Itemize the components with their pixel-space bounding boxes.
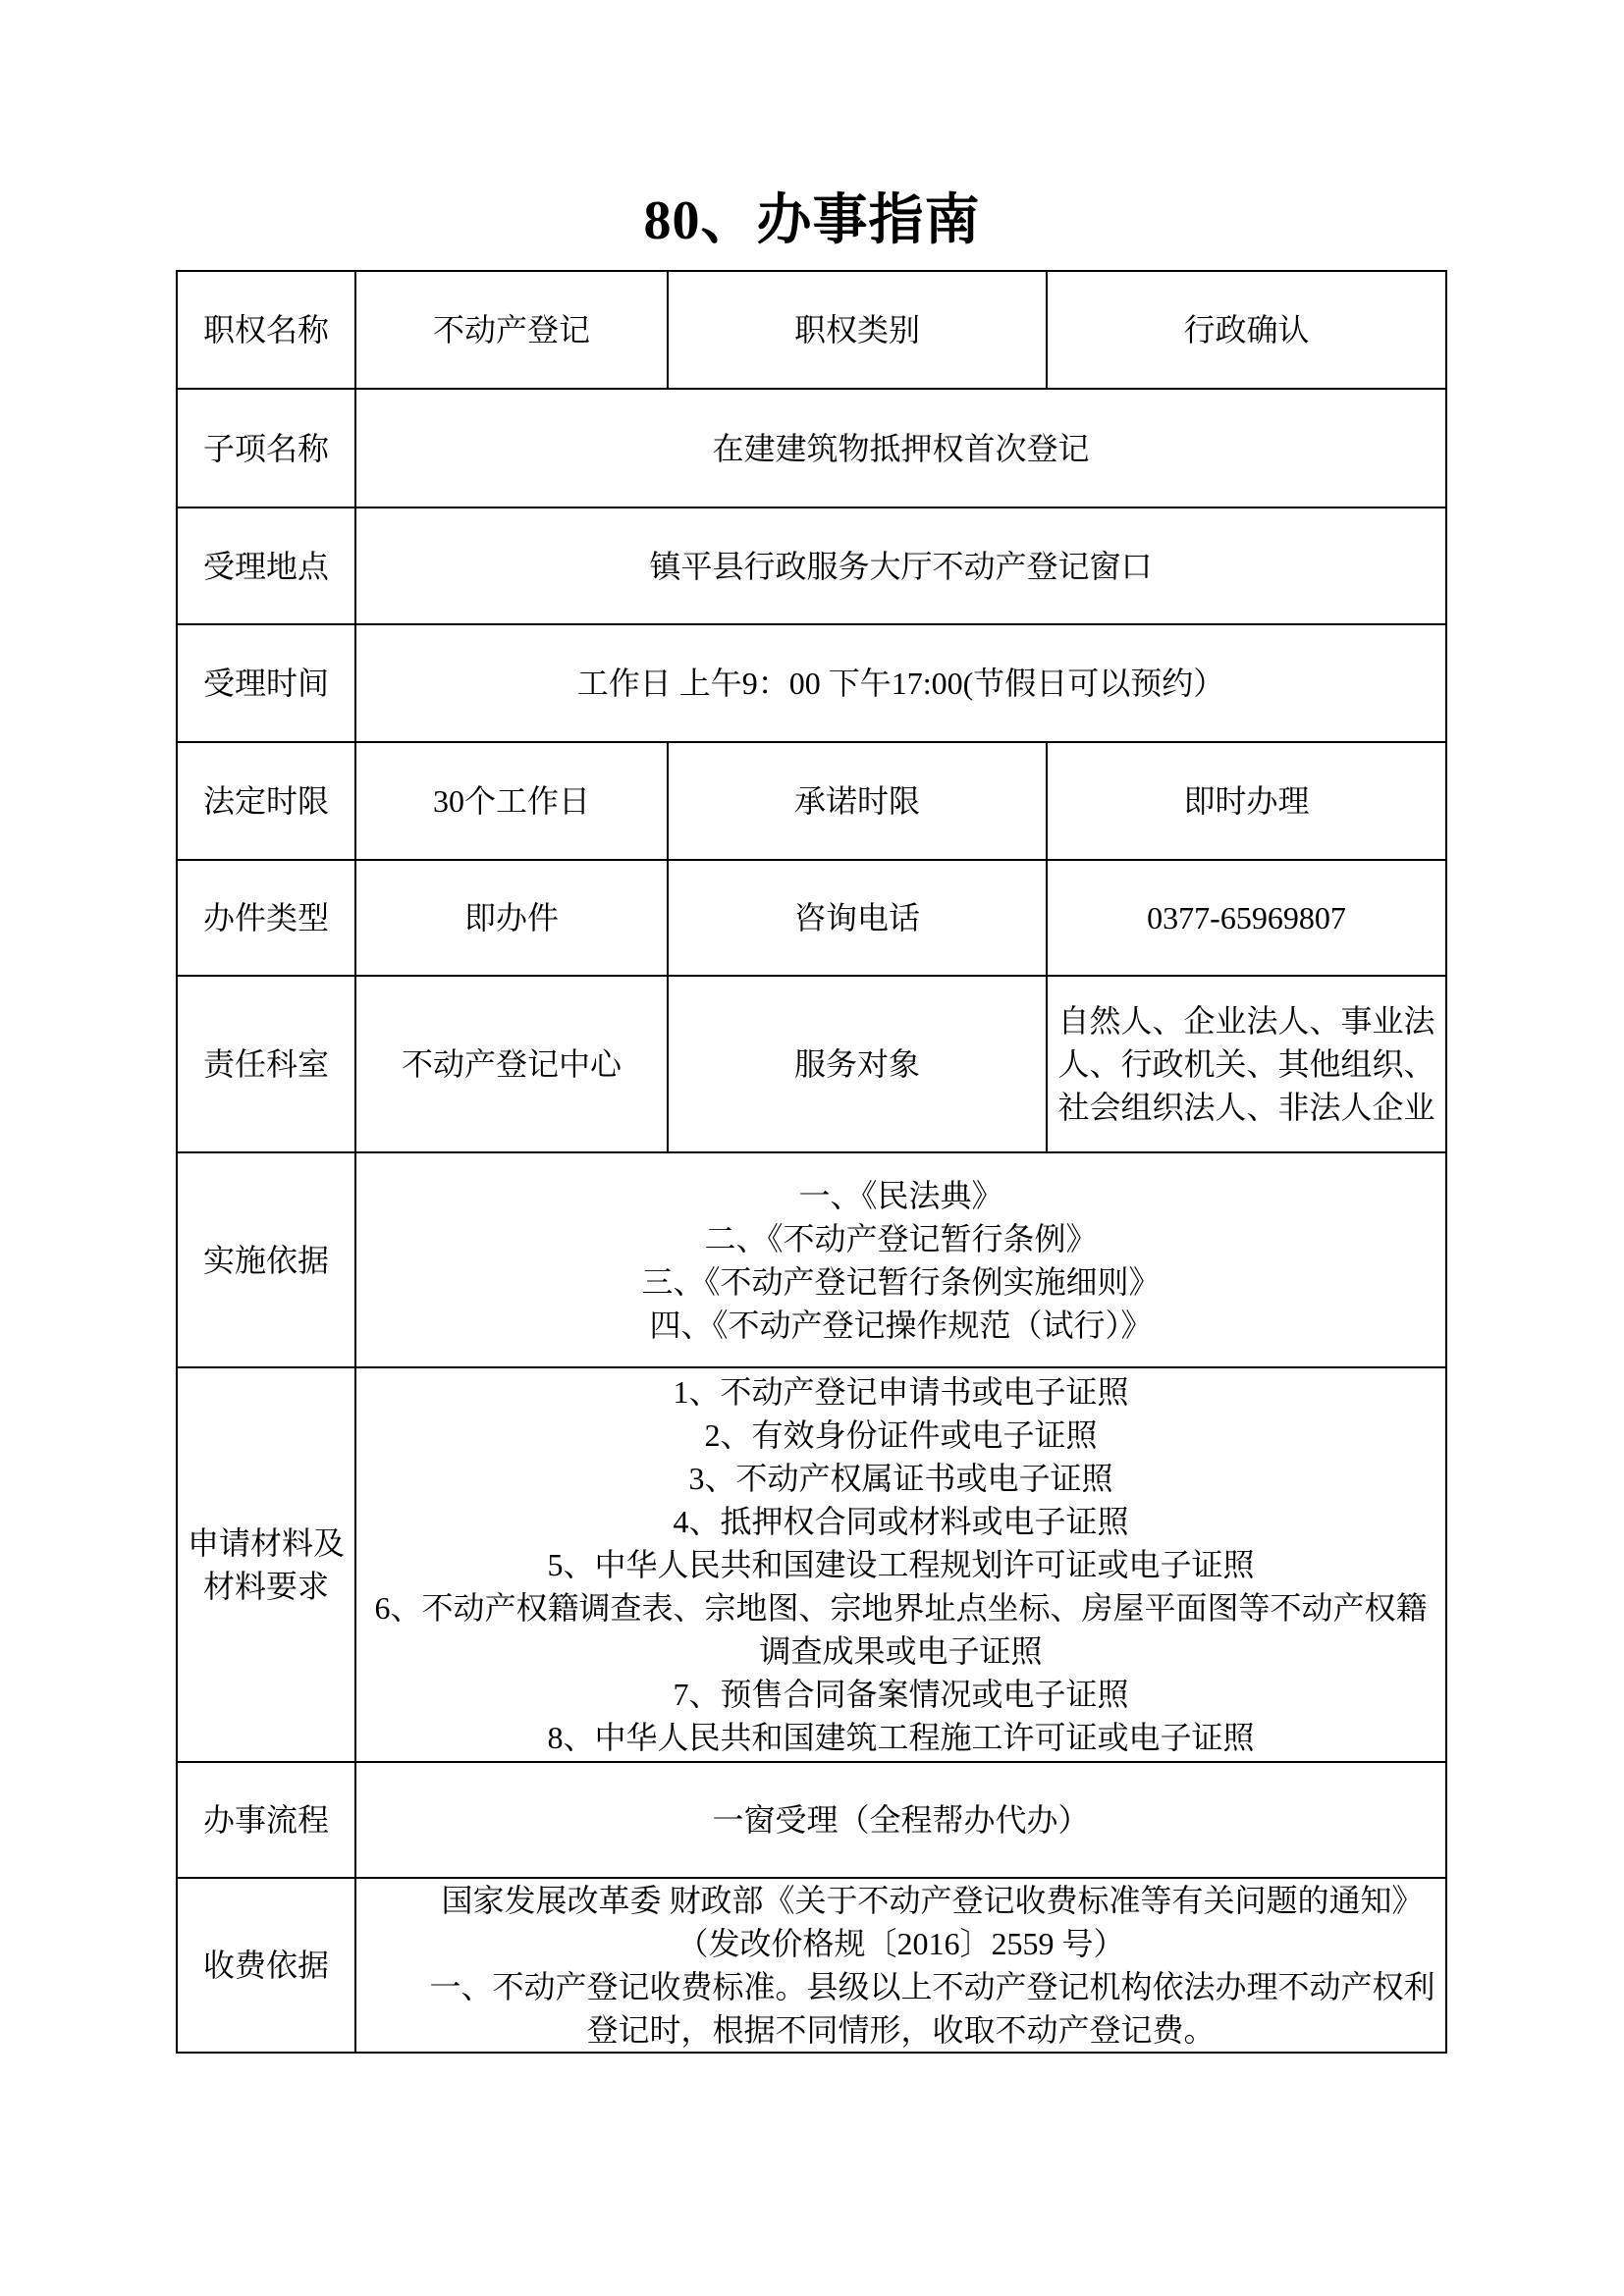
- basis-item-2: 二、《不动产登记暂行条例》: [704, 1220, 1098, 1256]
- materials-label: 申请材料及材料要求: [177, 1367, 355, 1762]
- department-value: 不动产登记中心: [355, 976, 668, 1152]
- row-authority: [177, 271, 1446, 389]
- fees-paragraph-1: 国家发展改革委 财政部《关于不动产登记收费标准等有关问题的通知》（发改价格规〔2016〕2559 号）: [441, 1883, 1424, 1961]
- fees-paragraph-2: 一、不动产登记收费标准。县级以上不动产登记机构依法办理不动产权利登记时，根据不同情形，收取不动产登记费。: [429, 1969, 1435, 2048]
- basis-item-4: 四、《不动产登记操作规范（试行）》: [649, 1307, 1153, 1343]
- process-value: 一窗受理（全程帮办代办）: [355, 1762, 1446, 1878]
- row-implementation-basis: [177, 1152, 1446, 1367]
- row-process: [177, 1762, 1446, 1878]
- location-value: 镇平县行政服务大厅不动产登记窗口: [355, 507, 1446, 624]
- department-label: 责任科室: [177, 976, 355, 1152]
- material-item-5: 5、中华人民共和国建设工程规划许可证或电子证照: [547, 1547, 1255, 1582]
- material-item-4: 4、抵押权合同或材料或电子证照: [673, 1504, 1129, 1539]
- authority-type-label: 职权类别: [668, 271, 1047, 389]
- basis-item-1: 一、《民法典》: [798, 1177, 1003, 1213]
- document-title: 80、办事指南: [643, 190, 981, 251]
- promise-limit-label: 承诺时限: [668, 742, 1047, 860]
- material-item-7: 7、预售合同备案情况或电子证照: [673, 1677, 1129, 1712]
- material-item-2: 2、有效身份证件或电子证照: [704, 1417, 1098, 1453]
- row-materials: [177, 1367, 1446, 1762]
- materials-content: [355, 1367, 1446, 1762]
- fees-content: [355, 1878, 1446, 2053]
- accept-time-value: 工作日 上午9：00 下午17:00(节假日可以预约）: [355, 624, 1446, 742]
- row-accept-time: [177, 624, 1446, 742]
- item-type-value: 即办件: [355, 860, 668, 976]
- service-guide-table: [176, 270, 1447, 2054]
- service-target-label: 服务对象: [668, 976, 1047, 1152]
- implementation-basis-label: 实施依据: [177, 1152, 355, 1367]
- implementation-basis-content: [355, 1152, 1446, 1367]
- row-item-type: [177, 860, 1446, 976]
- service-target-value: 自然人、企业法人、事业法人、行政机关、其他组织、社会组织法人、非法人企业: [1047, 976, 1446, 1152]
- process-label: 办事流程: [177, 1762, 355, 1878]
- row-location: [177, 507, 1446, 624]
- phone-label: 咨询电话: [668, 860, 1047, 976]
- item-type-label: 办件类型: [177, 860, 355, 976]
- row-sub-item: [177, 389, 1446, 507]
- promise-limit-value: 即时办理: [1047, 742, 1446, 860]
- sub-item-value: 在建建筑物抵押权首次登记: [355, 389, 1446, 507]
- material-item-3: 3、不动产权属证书或电子证照: [688, 1461, 1113, 1496]
- authority-type-value: 行政确认: [1047, 271, 1446, 389]
- row-department: [177, 976, 1446, 1152]
- sub-item-label: 子项名称: [177, 389, 355, 507]
- phone-value: 0377-65969807: [1047, 860, 1446, 976]
- row-statutory-limit: [177, 742, 1446, 860]
- accept-time-label: 受理时间: [177, 624, 355, 742]
- location-label: 受理地点: [177, 507, 355, 624]
- authority-name-label: 职权名称: [177, 271, 355, 389]
- statutory-limit-label: 法定时限: [177, 742, 355, 860]
- row-fees: [177, 1878, 1446, 2053]
- material-item-6: 6、不动产权籍调查表、宗地图、宗地界址点坐标、房屋平面图等不动产权籍调查成果或电子证照: [374, 1590, 1428, 1669]
- material-item-8: 8、中华人民共和国建筑工程施工许可证或电子证照: [547, 1720, 1255, 1755]
- material-item-1: 1、不动产登记申请书或电子证照: [673, 1374, 1129, 1410]
- authority-name-value: 不动产登记: [355, 271, 668, 389]
- statutory-limit-value: 30个工作日: [355, 742, 668, 860]
- fees-label: 收费依据: [177, 1878, 355, 2053]
- basis-item-3: 三、《不动产登记暂行条例实施细则》: [641, 1263, 1161, 1300]
